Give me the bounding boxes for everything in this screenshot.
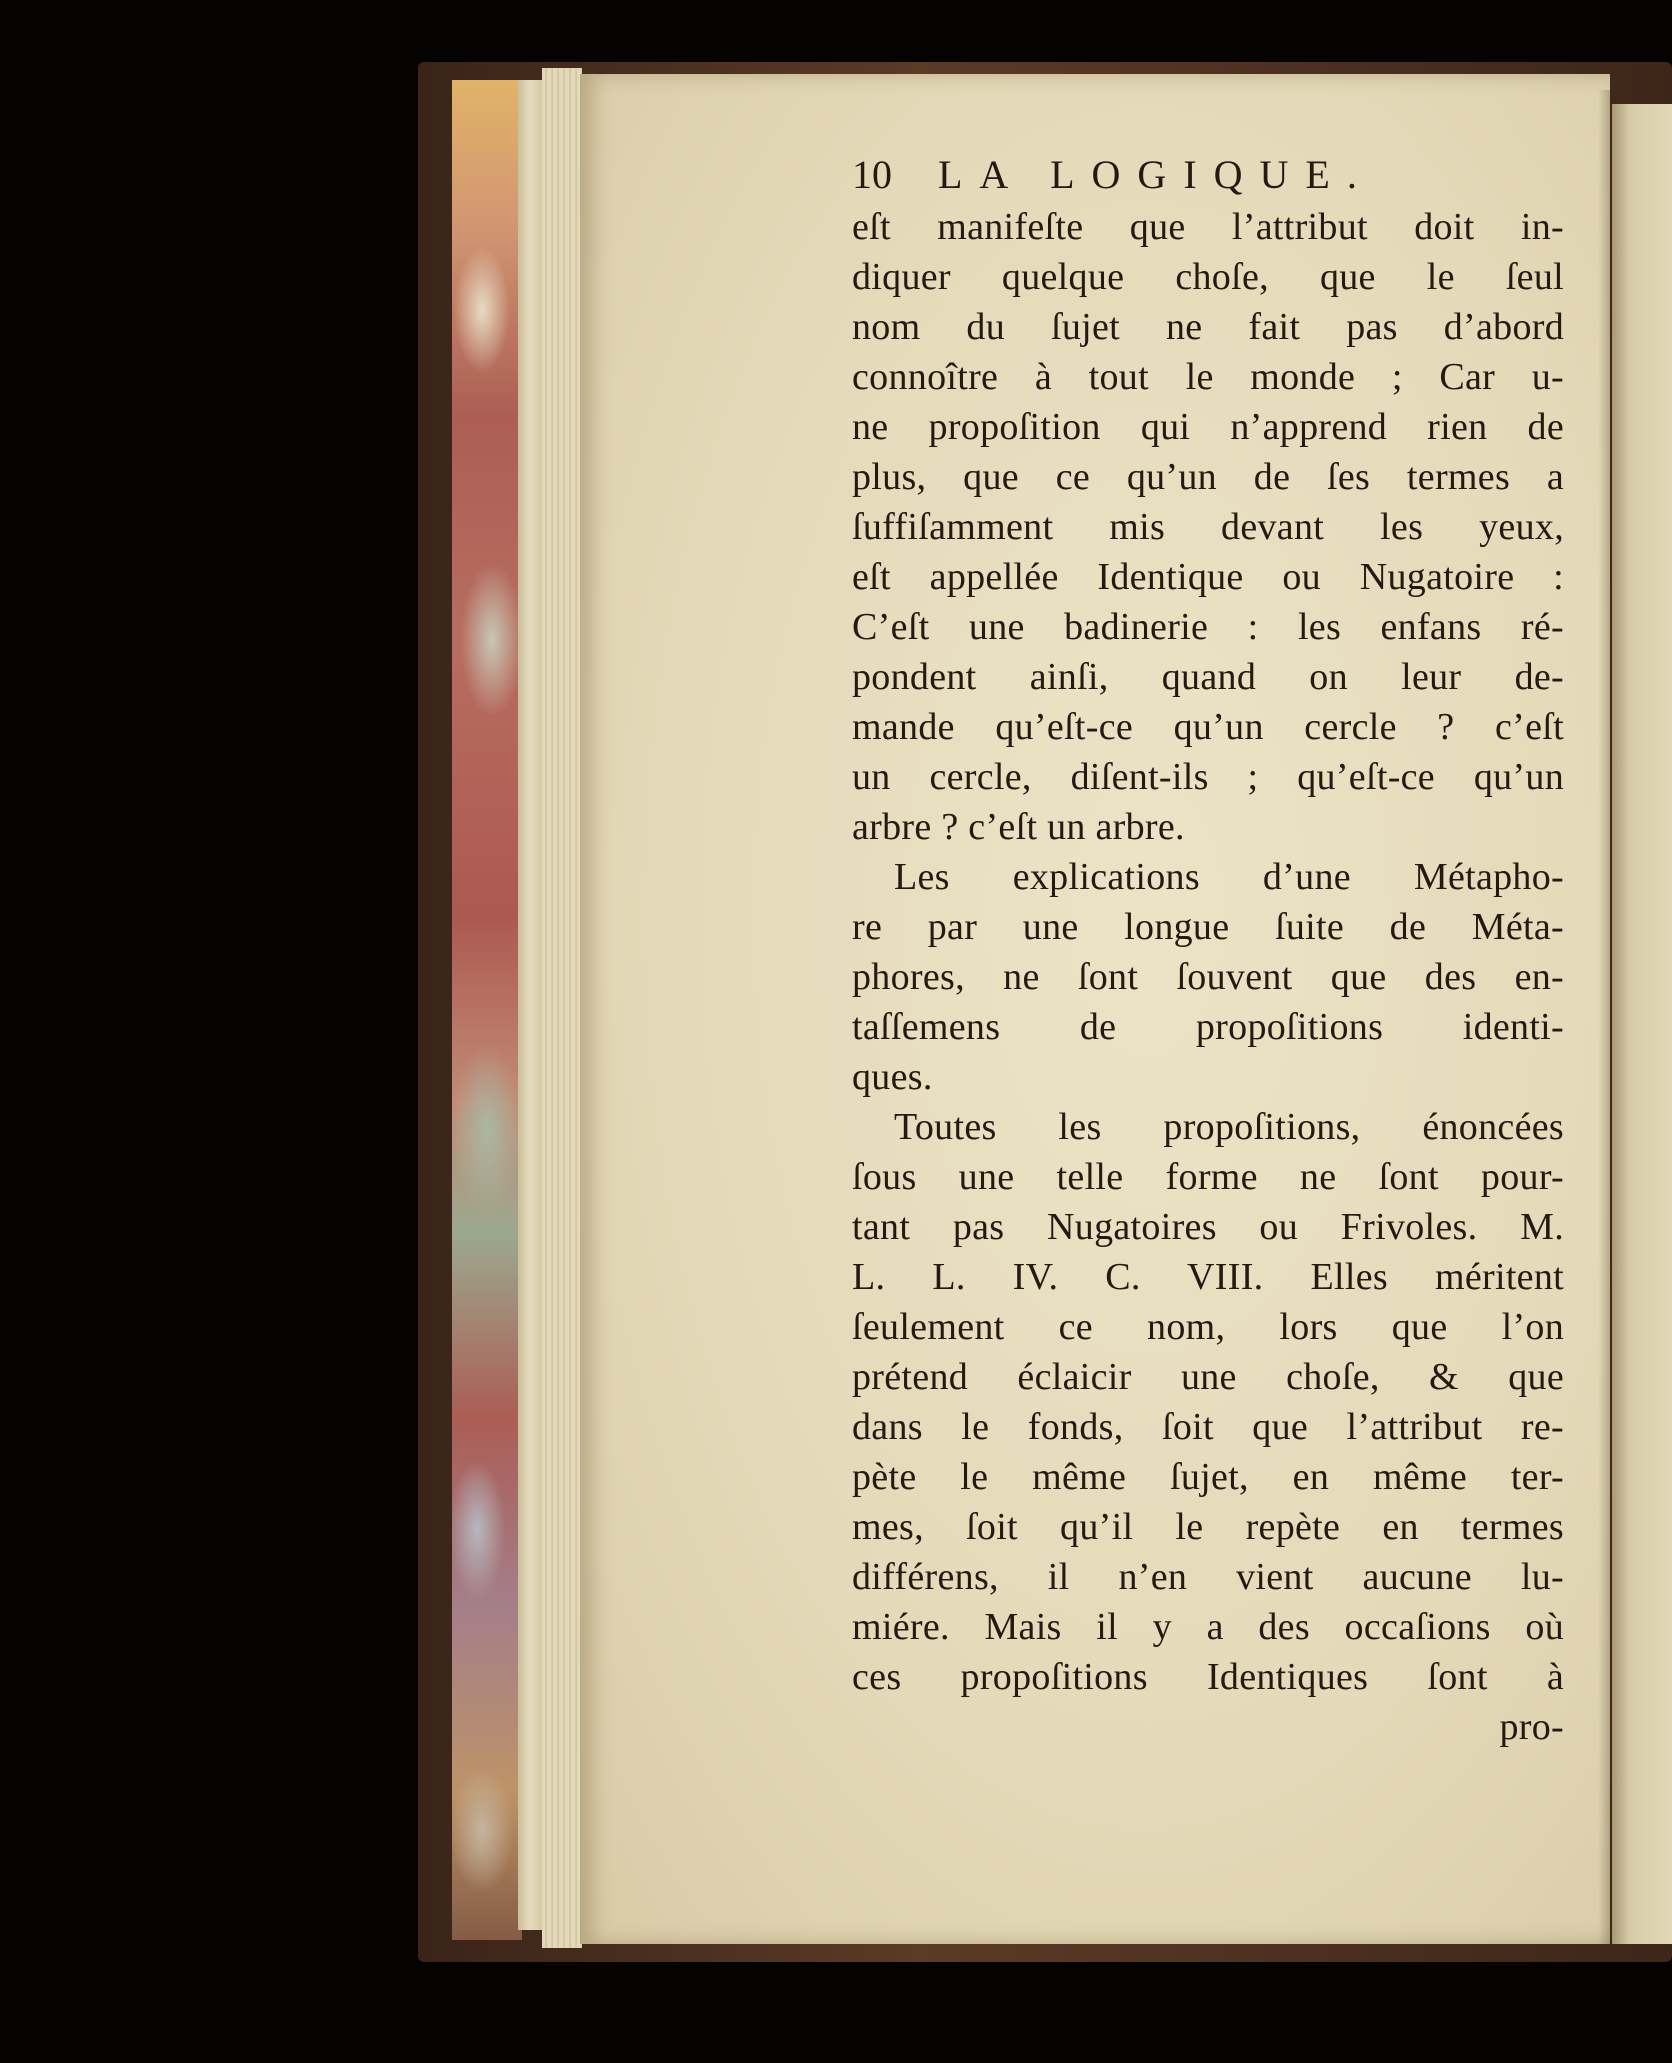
page-number: 10 bbox=[852, 152, 892, 197]
page-edge-stack bbox=[518, 80, 542, 1930]
text-line: re par une longue ſuite de Méta- bbox=[852, 906, 1564, 948]
text-line: ces propoſitions Identiques ſont à bbox=[852, 1656, 1564, 1698]
text-line: diquer quelque choſe, que le ſeul bbox=[852, 256, 1564, 298]
text-line: connoître à tout le monde ; Car u- bbox=[852, 356, 1564, 398]
page-edge-stack-inner bbox=[542, 68, 582, 1948]
text-line: prétend éclaicir une choſe, & que bbox=[852, 1356, 1564, 1398]
text-line: eſt appellée Identique ou Nugatoire : bbox=[852, 556, 1564, 598]
text-line: miére. Mais il y a des occaſions où bbox=[852, 1606, 1564, 1648]
text-line: dans le fonds, ſoit que l’attribut re- bbox=[852, 1406, 1564, 1448]
text-line: un cercle, diſent-ils ; qu’eſt-ce qu’un bbox=[852, 756, 1564, 798]
text-line: pète le même ſujet, en même ter- bbox=[852, 1456, 1564, 1498]
text-line: différens, il n’en vient aucune lu- bbox=[852, 1556, 1564, 1598]
marbled-endpaper bbox=[452, 80, 522, 1940]
page-text bbox=[852, 150, 1564, 1752]
text-line: phores, ne ſont ſouvent que des en- bbox=[852, 956, 1564, 998]
text-line: taſſemens de propoſitions identi- bbox=[852, 1006, 1564, 1048]
text-line: arbre ? c’eſt un arbre. bbox=[852, 806, 1185, 848]
text-line: ſous une telle forme ne ſont pour- bbox=[852, 1156, 1564, 1198]
text-line: Les explications d’une Métapho- bbox=[894, 856, 1564, 898]
catchword: pro- bbox=[1499, 1706, 1564, 1748]
text-line: mande qu’eſt-ce qu’un cercle ? c’eſt bbox=[852, 706, 1564, 748]
running-title: LA LOGIQUE. bbox=[938, 152, 1374, 197]
text-line: plus, que ce qu’un de ſes termes a bbox=[852, 456, 1564, 498]
text-line: nom du ſujet ne fait pas d’abord bbox=[852, 306, 1564, 348]
text-line: ques. bbox=[852, 1056, 933, 1098]
facing-page-edge bbox=[1612, 104, 1672, 1944]
running-head bbox=[852, 150, 1564, 202]
text-line: L. L. IV. C. VIII. Elles méritent bbox=[852, 1256, 1564, 1298]
text-line: mes, ſoit qu’il le repète en termes bbox=[852, 1506, 1564, 1548]
text-line: ne propoſition qui n’apprend rien de bbox=[852, 406, 1564, 448]
text-line: pondent ainſi, quand on leur de- bbox=[852, 656, 1564, 698]
text-line: eſt manifeſte que l’attribut doit in- bbox=[852, 206, 1564, 248]
text-line: ſeulement ce nom, lors que l’on bbox=[852, 1306, 1564, 1348]
text-line: C’eſt une badinerie : les enfans ré- bbox=[852, 606, 1564, 648]
text-line: tant pas Nugatoires ou Frivoles. M. bbox=[852, 1206, 1564, 1248]
text-line: ſuffiſamment mis devant les yeux, bbox=[852, 506, 1564, 548]
text-line: Toutes les propoſitions, énoncées bbox=[894, 1106, 1564, 1148]
